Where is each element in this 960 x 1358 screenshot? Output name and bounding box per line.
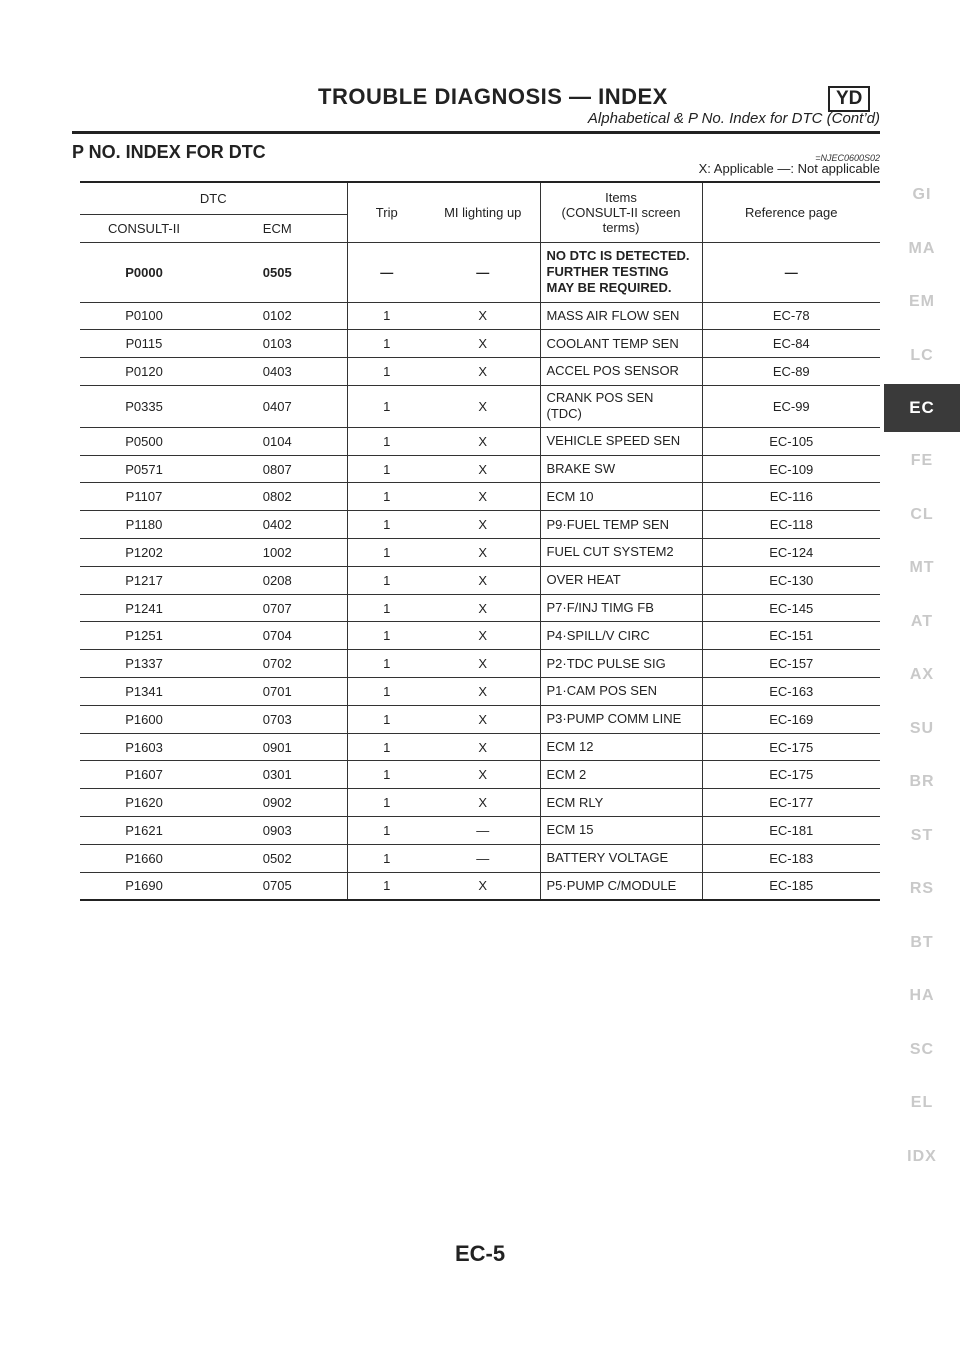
cell-reference: EC-175 xyxy=(702,761,880,789)
cell-ecm: 0704 xyxy=(208,622,347,650)
section-tab-ax[interactable]: AX xyxy=(909,666,935,683)
cell-trip: 1 xyxy=(347,427,426,455)
table-row xyxy=(80,622,880,650)
table-row xyxy=(80,844,880,872)
section-tab-ma[interactable]: MA xyxy=(908,239,936,257)
header-reference: Reference page xyxy=(702,182,880,242)
cell-ecm: 1002 xyxy=(208,539,347,567)
cell-reference: EC-89 xyxy=(702,358,880,386)
cell-consult: P1180 xyxy=(80,511,208,539)
table-row xyxy=(80,789,880,817)
cell-consult: P0100 xyxy=(80,302,208,330)
cell-mi-lighting: X xyxy=(426,385,540,427)
table-body xyxy=(80,242,880,900)
cell-consult: P0500 xyxy=(80,427,208,455)
cell-items: ECM 15 xyxy=(540,817,702,845)
table-row xyxy=(80,594,880,622)
table-row xyxy=(80,302,880,330)
header-items-text: Items (CONSULT-II screen terms) xyxy=(561,189,681,235)
section-legend: X: Applicable —: Not applicable xyxy=(698,161,880,176)
cell-ecm: 0901 xyxy=(208,733,347,761)
cell-ecm: 0402 xyxy=(208,511,347,539)
cell-items: P3·PUMP COMM LINE xyxy=(540,705,702,733)
cell-consult: P1620 xyxy=(80,789,208,817)
cell-items: NO DTC IS DETECTED. FURTHER TESTING MAY BE REQUIRED. xyxy=(540,242,702,302)
header-trip: Trip xyxy=(347,182,426,242)
cell-items: P4·SPILL/V CIRC xyxy=(540,622,702,650)
table-row xyxy=(80,761,880,789)
table-row xyxy=(80,817,880,845)
cell-ecm: 0403 xyxy=(208,358,347,386)
section-tab-cl[interactable]: CL xyxy=(910,505,934,523)
cell-trip: 1 xyxy=(347,705,426,733)
cell-ecm: 0301 xyxy=(208,761,347,789)
section-tab-br[interactable]: BR xyxy=(909,773,935,790)
cell-mi-lighting: X xyxy=(426,594,540,622)
cell-consult: P1603 xyxy=(80,733,208,761)
table-row xyxy=(80,650,880,678)
cell-items: FUEL CUT SYSTEM2 xyxy=(540,539,702,567)
table-row xyxy=(80,872,880,900)
cell-ecm: 0104 xyxy=(208,427,347,455)
cell-items: OVER HEAT xyxy=(540,566,702,594)
cell-mi-lighting: X xyxy=(426,358,540,386)
cell-items: ECM RLY xyxy=(540,789,702,817)
section-tab-lc[interactable]: LC xyxy=(910,346,934,364)
cell-reference: EC-145 xyxy=(702,594,880,622)
cell-mi-lighting: X xyxy=(426,761,540,789)
cell-trip: 1 xyxy=(347,455,426,483)
cell-mi-lighting: X xyxy=(426,302,540,330)
cell-consult: P1621 xyxy=(80,817,208,845)
cell-mi-lighting: X xyxy=(426,872,540,900)
cell-trip: 1 xyxy=(347,789,426,817)
cell-trip: 1 xyxy=(347,678,426,706)
header-ecm: ECM xyxy=(208,214,347,242)
cell-ecm: 0707 xyxy=(208,594,347,622)
cell-trip: 1 xyxy=(347,330,426,358)
cell-consult: P1217 xyxy=(80,566,208,594)
cell-items: P1·CAM POS SEN xyxy=(540,678,702,706)
table-row xyxy=(80,455,880,483)
cell-trip: 1 xyxy=(347,817,426,845)
cell-trip: — xyxy=(347,242,426,302)
dtc-index-table xyxy=(80,181,880,901)
cell-trip: 1 xyxy=(347,385,426,427)
cell-mi-lighting: — xyxy=(426,817,540,845)
cell-reference: EC-130 xyxy=(702,566,880,594)
cell-consult: P1660 xyxy=(80,844,208,872)
cell-consult: P1202 xyxy=(80,539,208,567)
cell-ecm: 0701 xyxy=(208,678,347,706)
section-tab-su[interactable]: SU xyxy=(909,719,935,737)
section-tab-ec[interactable]: EC xyxy=(884,384,960,432)
cell-ecm: 0102 xyxy=(208,302,347,330)
cell-items: ECM 12 xyxy=(540,733,702,761)
section-tab-idx[interactable]: IDX xyxy=(907,1147,937,1165)
cell-consult: P1107 xyxy=(80,483,208,511)
section-tab-em[interactable]: EM xyxy=(909,293,935,310)
section-tab-mt[interactable]: MT xyxy=(909,559,935,576)
page-number: EC-5 xyxy=(454,1241,506,1266)
table-row xyxy=(80,678,880,706)
cell-items: MASS AIR FLOW SEN xyxy=(540,302,702,330)
cell-ecm: 0903 xyxy=(208,817,347,845)
table-row xyxy=(80,483,880,511)
cell-ecm: 0702 xyxy=(208,650,347,678)
cell-consult: P1600 xyxy=(80,705,208,733)
section-tab-st[interactable]: ST xyxy=(910,826,934,844)
cell-mi-lighting: X xyxy=(426,650,540,678)
cell-reference: EC-109 xyxy=(702,455,880,483)
cell-trip: 1 xyxy=(347,650,426,678)
cell-consult: P0335 xyxy=(80,385,208,427)
cell-reference: EC-99 xyxy=(702,385,880,427)
cell-mi-lighting: X xyxy=(426,705,540,733)
cell-reference: EC-169 xyxy=(702,705,880,733)
cell-items: BATTERY VOLTAGE xyxy=(540,844,702,872)
cell-trip: 1 xyxy=(347,594,426,622)
cell-items: VEHICLE SPEED SEN xyxy=(540,427,702,455)
cell-consult: P1690 xyxy=(80,872,208,900)
cell-consult: P0571 xyxy=(80,455,208,483)
cell-reference: EC-151 xyxy=(702,622,880,650)
cell-items: P7·F/INJ TIMG FB xyxy=(540,594,702,622)
section-tab-index xyxy=(884,168,960,1183)
cell-reference: EC-118 xyxy=(702,511,880,539)
table-row xyxy=(80,511,880,539)
cell-mi-lighting: X xyxy=(426,789,540,817)
table-row xyxy=(80,242,880,302)
cell-mi-lighting: X xyxy=(426,483,540,511)
cell-consult: P1337 xyxy=(80,650,208,678)
cell-items: CRANK POS SEN (TDC) xyxy=(540,385,702,427)
header-items xyxy=(540,182,702,242)
cell-mi-lighting: X xyxy=(426,733,540,761)
section-tab-el[interactable]: EL xyxy=(910,1094,934,1111)
cell-items: P2·TDC PULSE SIG xyxy=(540,650,702,678)
cell-mi-lighting: X xyxy=(426,330,540,358)
cell-mi-lighting: X xyxy=(426,511,540,539)
cell-trip: 1 xyxy=(347,872,426,900)
section-tab-sc[interactable]: SC xyxy=(909,1040,935,1058)
header-dtc: DTC xyxy=(80,182,347,214)
table-row xyxy=(80,427,880,455)
cell-ecm: 0505 xyxy=(208,242,347,302)
cell-reference: EC-183 xyxy=(702,844,880,872)
section-title: P NO. INDEX FOR DTC xyxy=(72,142,266,162)
cell-mi-lighting: X xyxy=(426,455,540,483)
cell-consult: P0115 xyxy=(80,330,208,358)
section-tab-bt[interactable]: BT xyxy=(910,933,934,951)
cell-ecm: 0103 xyxy=(208,330,347,358)
cell-trip: 1 xyxy=(347,566,426,594)
cell-reference: EC-84 xyxy=(702,330,880,358)
cell-consult: P1251 xyxy=(80,622,208,650)
cell-trip: 1 xyxy=(347,844,426,872)
cell-items: ACCEL POS SENSOR xyxy=(540,358,702,386)
cell-mi-lighting: X xyxy=(426,622,540,650)
cell-consult: P1241 xyxy=(80,594,208,622)
cell-reference: EC-78 xyxy=(702,302,880,330)
table-row xyxy=(80,733,880,761)
cell-trip: 1 xyxy=(347,302,426,330)
cell-trip: 1 xyxy=(347,733,426,761)
cell-mi-lighting: X xyxy=(426,566,540,594)
header-consult: CONSULT-II xyxy=(80,214,208,242)
cell-ecm: 0807 xyxy=(208,455,347,483)
cell-reference: EC-105 xyxy=(702,427,880,455)
cell-ecm: 0705 xyxy=(208,872,347,900)
cell-items: ECM 2 xyxy=(540,761,702,789)
cell-trip: 1 xyxy=(347,539,426,567)
cell-trip: 1 xyxy=(347,511,426,539)
table-row xyxy=(80,385,880,427)
cell-trip: 1 xyxy=(347,483,426,511)
cell-reference: EC-116 xyxy=(702,483,880,511)
cell-reference: EC-177 xyxy=(702,789,880,817)
cell-mi-lighting: X xyxy=(426,539,540,567)
cell-mi-lighting: — xyxy=(426,844,540,872)
cell-ecm: 0502 xyxy=(208,844,347,872)
section-tab-at[interactable]: AT xyxy=(910,612,934,630)
header-mi-lighting: MI lighting up xyxy=(426,182,540,242)
cell-reference: EC-175 xyxy=(702,733,880,761)
cell-reference: — xyxy=(702,242,880,302)
dtc-index-table-wrapper xyxy=(80,181,880,901)
cell-items: ECM 10 xyxy=(540,483,702,511)
table-row xyxy=(80,705,880,733)
section-tab-fe[interactable]: FE xyxy=(910,452,934,469)
cell-reference: EC-157 xyxy=(702,650,880,678)
cell-mi-lighting: X xyxy=(426,427,540,455)
section-tab-ha[interactable]: HA xyxy=(909,987,935,1004)
cell-consult: P0000 xyxy=(80,242,208,302)
table-row xyxy=(80,330,880,358)
cell-reference: EC-163 xyxy=(702,678,880,706)
cell-items: P9·FUEL TEMP SEN xyxy=(540,511,702,539)
cell-reference: EC-181 xyxy=(702,817,880,845)
cell-consult: P0120 xyxy=(80,358,208,386)
cell-consult: P1341 xyxy=(80,678,208,706)
cell-items: BRAKE SW xyxy=(540,455,702,483)
cell-consult: P1607 xyxy=(80,761,208,789)
header-divider xyxy=(72,131,880,134)
cell-reference: EC-124 xyxy=(702,539,880,567)
cell-ecm: 0802 xyxy=(208,483,347,511)
cell-ecm: 0407 xyxy=(208,385,347,427)
section-tab-gi[interactable]: GI xyxy=(912,186,932,203)
table-row xyxy=(80,566,880,594)
cell-trip: 1 xyxy=(347,358,426,386)
cell-ecm: 0208 xyxy=(208,566,347,594)
table-row xyxy=(80,358,880,386)
header-subtitle: Alphabetical & P No. Index for DTC (Cont’d) xyxy=(587,110,880,127)
cell-mi-lighting: X xyxy=(426,678,540,706)
table-row xyxy=(80,539,880,567)
cell-mi-lighting: — xyxy=(426,242,540,302)
cell-trip: 1 xyxy=(347,761,426,789)
engine-badge: YD xyxy=(828,86,870,112)
header-title: TROUBLE DIAGNOSIS — INDEX xyxy=(318,84,668,109)
cell-ecm: 0902 xyxy=(208,789,347,817)
cell-trip: 1 xyxy=(347,622,426,650)
cell-items: P5·PUMP C/MODULE xyxy=(540,872,702,900)
cell-ecm: 0703 xyxy=(208,705,347,733)
cell-items: COOLANT TEMP SEN xyxy=(540,330,702,358)
section-tab-rs[interactable]: RS xyxy=(909,880,935,897)
cell-reference: EC-185 xyxy=(702,872,880,900)
section-code: =NJEC0600S02 xyxy=(815,153,880,163)
